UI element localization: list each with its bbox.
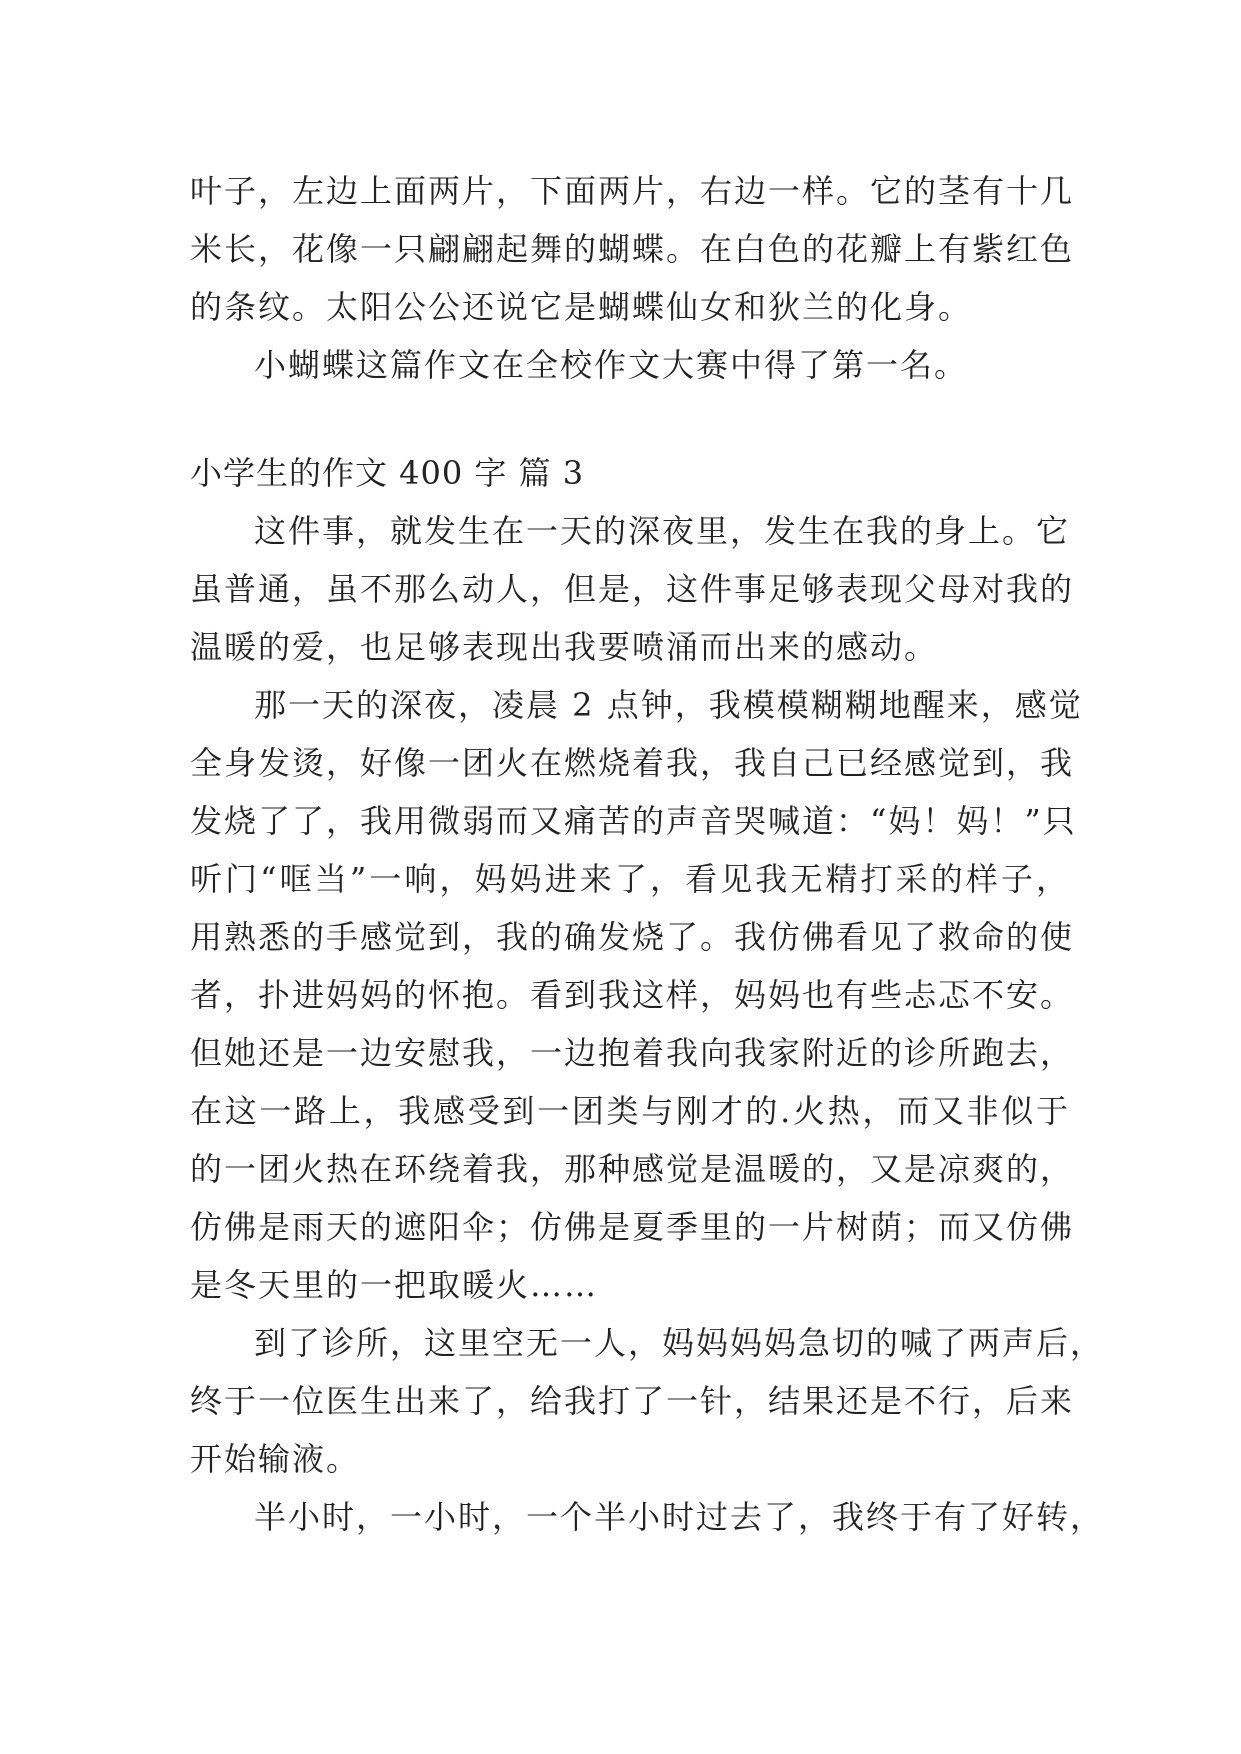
text-line: 这件事，就发生在一天的深夜里，发生在我的身上。它 bbox=[254, 512, 1071, 550]
text-line: 在这一路上，我感受到一团类与刚才的.火热，而又非似于 bbox=[190, 1092, 1070, 1130]
text-line: 听门“哐当”一响，妈妈进来了，看见我无精打采的样子， bbox=[190, 860, 1070, 898]
section-spacer bbox=[190, 394, 1070, 444]
text-line: 小蝴蝶这篇作文在全校作文大赛中得了第一名。 bbox=[254, 346, 969, 384]
text-line: 者，扑进妈妈的怀抱。看到我这样，妈妈也有些忐忑不安。 bbox=[190, 976, 1075, 1014]
paragraph bbox=[190, 676, 1083, 1314]
text-line: 半小时，一小时，一个半小时过去了，我终于有了好转， bbox=[254, 1498, 1105, 1536]
text-line: 叶子，左边上面两片，下面两片，右边一样。它的茎有十几 bbox=[190, 172, 1075, 210]
essay-body bbox=[190, 162, 1105, 1546]
text-line: 米长，花像一只翩翩起舞的蝴蝶。在白色的花瓣上有紫红色 bbox=[190, 230, 1075, 268]
text-line: 用熟悉的手感觉到，我的确发烧了。我仿佛看见了救命的使 bbox=[190, 918, 1075, 956]
text-line: 虽普通，虽不那么动人，但是，这件事足够表现父母对我的 bbox=[190, 570, 1075, 608]
text-line: 全身发烫，好像一团火在燃烧着我，我自己已经感觉到，我 bbox=[190, 744, 1075, 782]
text-line: 是冬天里的一把取暖火…… bbox=[190, 1266, 599, 1304]
text-line: 终于一位医生出来了，给我打了一针，结果还是不行，后来 bbox=[190, 1382, 1075, 1420]
paragraph bbox=[190, 1488, 1105, 1546]
text-line: 但她还是一边安慰我，一边抱着我向我家附近的诊所跑去， bbox=[190, 1034, 1075, 1072]
text-line: 到了诊所，这里空无一人，妈妈妈妈急切的喊了两声后， bbox=[254, 1324, 1105, 1362]
text-line: 的一团火热在环绕着我，那种感觉是温暖的，又是凉爽的， bbox=[190, 1150, 1075, 1188]
paragraph-continuation bbox=[190, 162, 1075, 336]
text-line: 仿佛是雨天的遮阳伞；仿佛是夏季里的一片树荫；而又仿佛 bbox=[190, 1208, 1075, 1246]
text-line: 开始输液。 bbox=[190, 1440, 361, 1478]
paragraph-closing bbox=[190, 336, 1070, 394]
paragraph bbox=[190, 1314, 1105, 1488]
text-line: 发烧了了，我用微弱而又痛苦的声音哭喊道：“妈！妈！”只 bbox=[190, 802, 1077, 840]
text-line: 温暖的爱，也足够表现出我要喷涌而出来的感动。 bbox=[190, 628, 939, 666]
text-line: 那一天的深夜，凌晨 2 点钟，我模模糊糊地醒来，感觉 bbox=[254, 686, 1083, 724]
section-heading: 小学生的作文 400 字 篇 3 bbox=[190, 454, 585, 492]
text-line: 的条纹。太阳公公还说它是蝴蝶仙女和狄兰的化身。 bbox=[190, 288, 973, 326]
paragraph bbox=[190, 502, 1075, 676]
